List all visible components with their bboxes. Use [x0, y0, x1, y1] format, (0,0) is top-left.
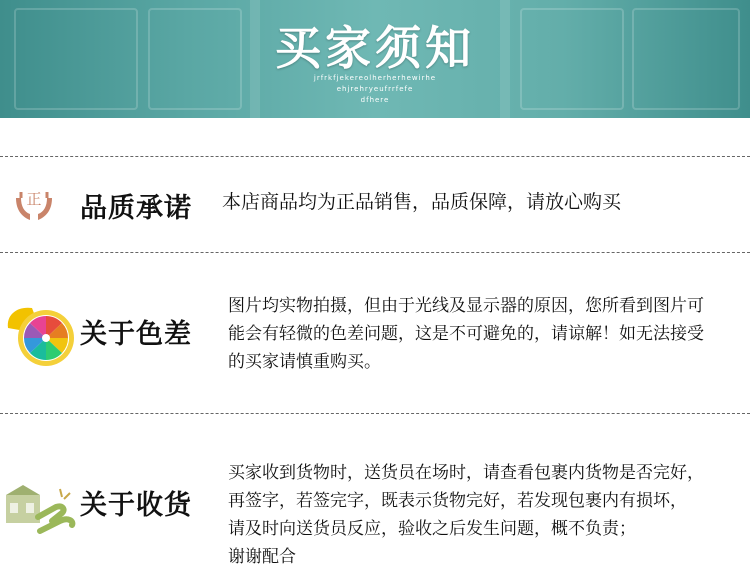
section-text-line: 本店商品均为正品销售，品质保障，请放心购买 [222, 191, 622, 213]
section-text-line: 图片均实物拍摄，但由于光线及显示器的原因，您所看到图片可 [228, 296, 704, 316]
dashed-divider [0, 156, 750, 157]
banner-subtitle-line: dfhere [360, 96, 390, 104]
header-banner [0, 0, 750, 118]
section-color-difference [0, 286, 750, 390]
section-text-line: 的买家请慎重购买。 [228, 352, 381, 372]
section-text-line: 谢谢配合 [228, 547, 296, 567]
section-heading: 关于收货 [80, 490, 192, 521]
section-text [228, 459, 748, 571]
banner-subtitle-line: ehjrehryeufrrfefe [336, 85, 414, 93]
section-heading: 关于色差 [80, 319, 192, 350]
section-text-line: 再签字，若签完字，既表示货物完好，若发现包裹内有损坏， [228, 491, 687, 511]
section-text-line: 买家收到货物时，送货员在场时，请查看包裹内货物是否完好， [228, 463, 704, 483]
dashed-divider [0, 413, 750, 414]
banner-title: 买家须知 [275, 21, 475, 75]
icon-zheng-glyph: 正 [26, 190, 42, 208]
dashed-divider [0, 252, 750, 253]
section-text-line: 请及时向送货员反应，验收之后发生问题，概不负责； [228, 519, 636, 539]
section-text [228, 292, 748, 376]
section-text [222, 188, 621, 216]
section-receiving [0, 455, 750, 585]
banner-subtitle-line: jrfrkfjekereolherherhewirhe [313, 74, 437, 82]
section-text-line: 能会有轻微的色差问题，这是不可避免的，请谅解！如无法接受 [228, 324, 704, 344]
package-hand-icon [4, 477, 76, 541]
section-quality-promise [0, 172, 750, 238]
lemon-color-wheel-icon [2, 294, 78, 370]
section-heading: 品质承诺 [80, 193, 192, 224]
hands-zheng-icon [12, 180, 56, 224]
